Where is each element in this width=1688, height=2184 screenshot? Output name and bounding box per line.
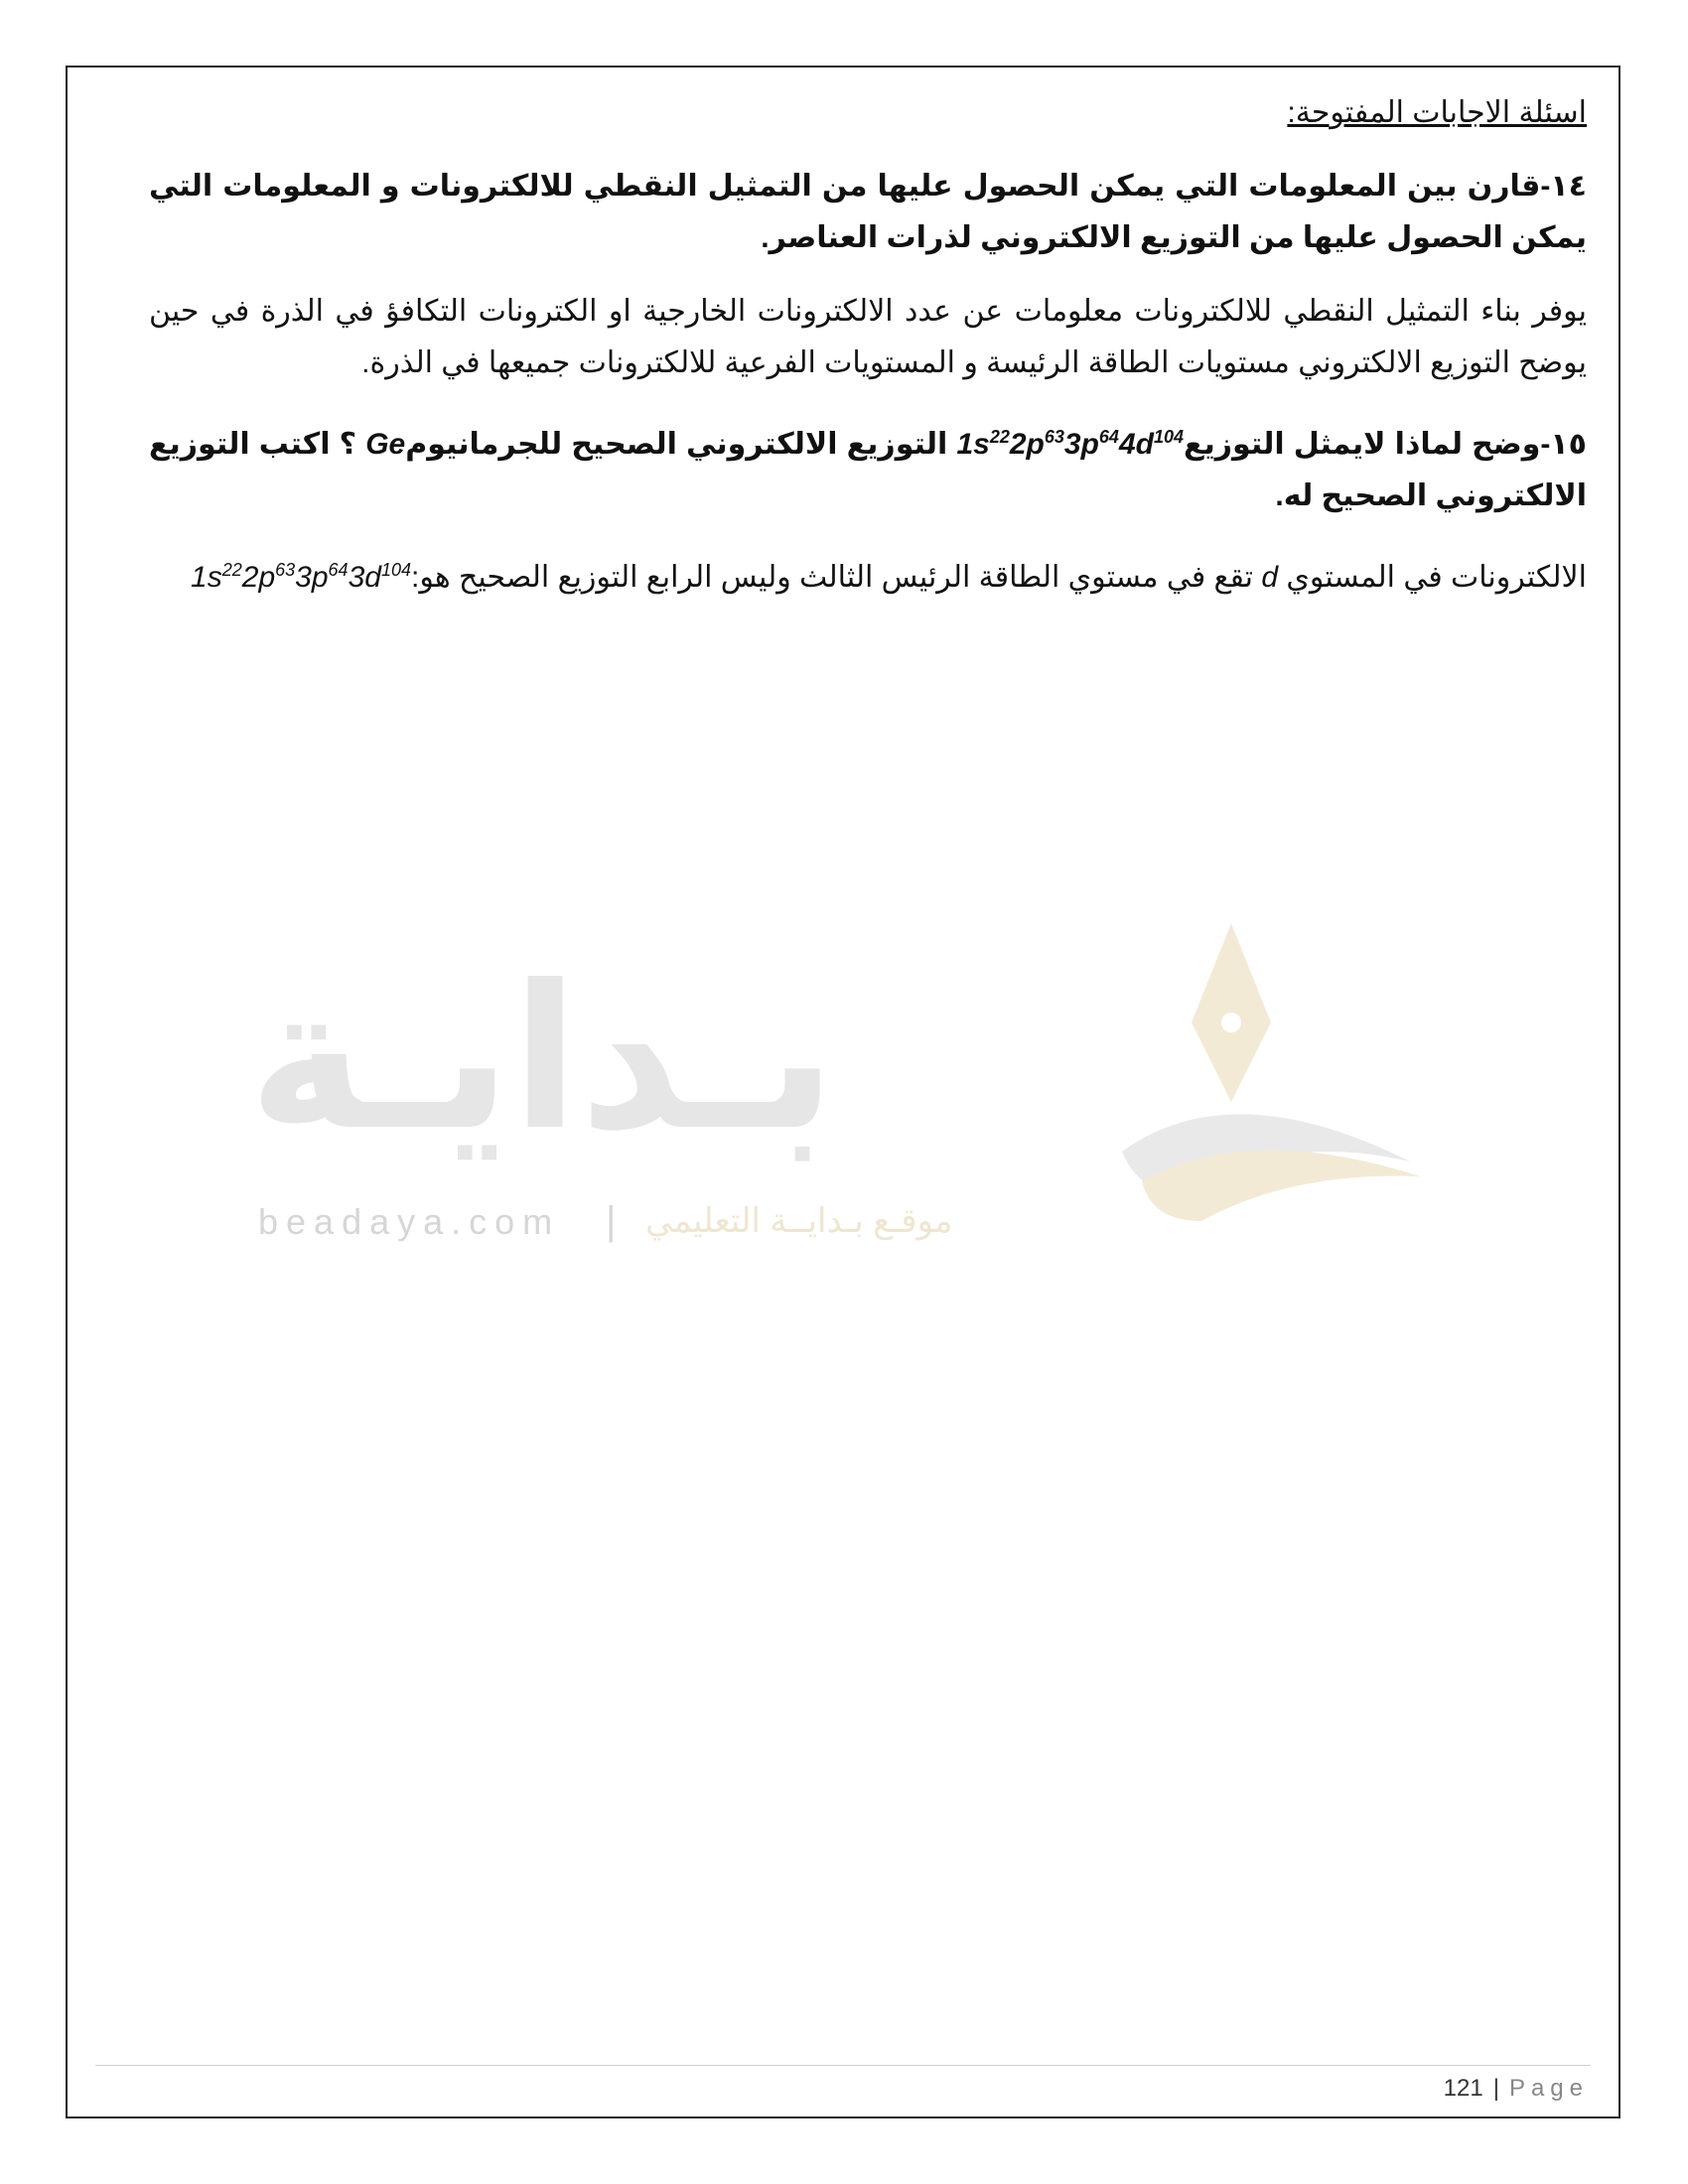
watermark-tagline: موقـع بـدايــة التعليمي (645, 1202, 953, 1240)
electron-count: 63 (1044, 427, 1064, 447)
electron-count: 104 (380, 560, 411, 580)
electron-count: 22 (989, 427, 1010, 447)
watermark (248, 903, 1440, 1261)
page-label: Page (1508, 2075, 1589, 2102)
answer-15-middle: تقع في مستوي الطاقة الرئيس الثالث وليس الرابع التوزيع الصحيح هو: (411, 561, 1262, 594)
watermark-arabic: بـدايـة (248, 943, 837, 1174)
page-number: 121 (1443, 2075, 1483, 2102)
question-15 (149, 411, 1587, 522)
pen-nib-logo-icon (1082, 903, 1440, 1231)
question-14: ١٤-قارن بين المعلومات التي يمكن الحصول عليها من التمثيل النقطي للالكترونات و المعلومات التي يمكن الحصول عليها من التوزيع الالكتروني لذرات العناصر. (149, 170, 1587, 254)
footer-separator: | (1492, 2075, 1499, 2102)
question-15-suffix: ؟ اكتب التوزيع الالكتروني الصحيح له. (149, 428, 1587, 512)
section-title: اسئلة الاجابات المفتوحة: (1287, 96, 1587, 129)
answer-15-sublevel: d (1261, 561, 1279, 594)
watermark-separator: | (606, 1199, 617, 1243)
footer-divider (95, 2065, 1591, 2066)
electron-count: 64 (1098, 427, 1119, 447)
electron-count: 22 (221, 560, 242, 580)
electron-count: 63 (275, 560, 296, 580)
electron-count: 64 (328, 560, 349, 580)
answer-14: يوفر بناء التمثيل النقطي للالكترونات معلومات عن عدد الالكترونات الخارجية او الكترونات التكافؤ في الذرة في حين يوضح التوزيع الالكتروني مستويات الطاقة الرئيسة و المستويات الفرعية للالكترونات جميعها في الذرة. (149, 295, 1587, 379)
page-footer (1444, 2075, 1589, 2103)
watermark-latin: beadaya.com (258, 1201, 561, 1242)
electron-count: 104 (1153, 427, 1185, 447)
answer-15-prefix: الالكترونات في المستوي (1278, 561, 1587, 594)
answer-15 (149, 544, 1587, 604)
question-15-element: Ge (365, 428, 406, 461)
answer-15-config: $1s^{22}2p^{63}3p^{64}3d^{104}$ (191, 560, 411, 594)
question-15-config: $1s^{22}2p^{63}3p^{64}4d^{104}$ (956, 427, 1185, 461)
page-content (149, 91, 1587, 625)
question-15-prefix: ١٥-وضح لماذا لايمثل التوزيع (1184, 428, 1587, 461)
question-15-middle: التوزيع الالكتروني الصحيح للجرمانيوم (405, 428, 957, 461)
